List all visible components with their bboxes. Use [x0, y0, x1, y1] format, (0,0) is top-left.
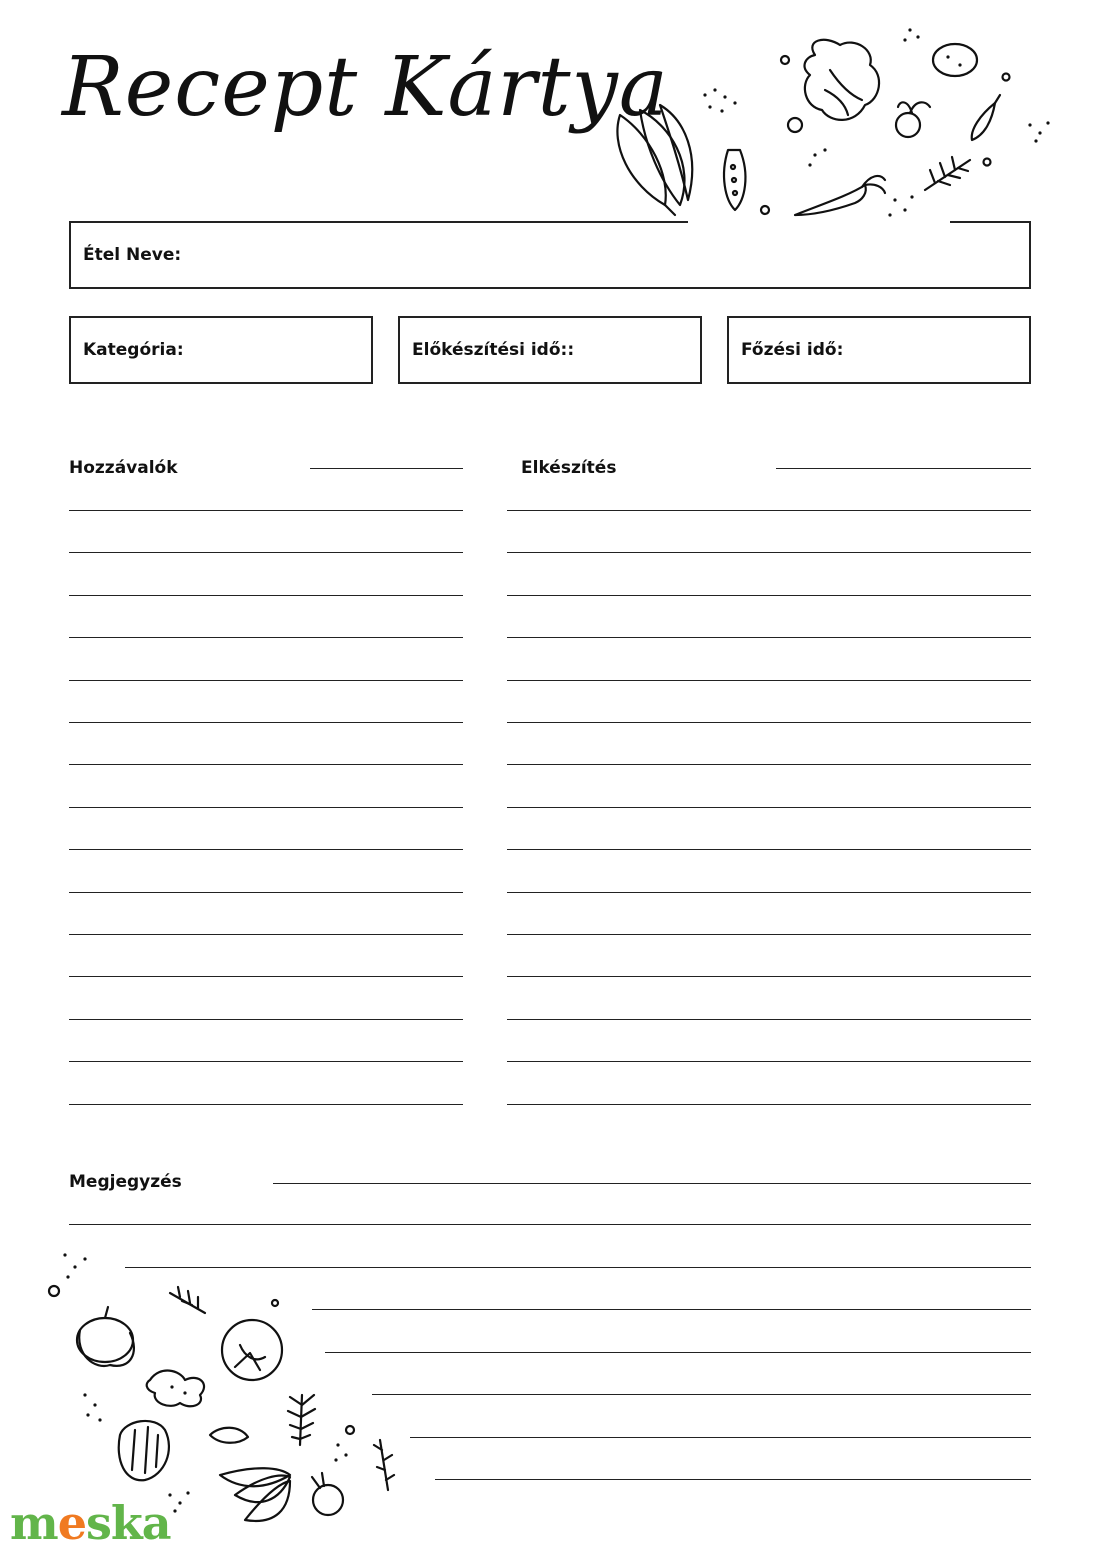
notes-line[interactable] [312, 1309, 1031, 1310]
ingredient-line[interactable] [69, 764, 463, 765]
ingredient-line[interactable] [69, 849, 463, 850]
ingredient-line[interactable] [69, 680, 463, 681]
ingredient-line[interactable] [69, 637, 463, 638]
notes-line[interactable] [69, 1224, 1031, 1225]
notes-line[interactable] [273, 1183, 1031, 1184]
cook-time-field[interactable] [727, 316, 1031, 384]
preparation-line[interactable] [507, 1104, 1031, 1105]
page-title: Recept Kártya [62, 40, 669, 135]
preparation-line[interactable] [507, 1019, 1031, 1020]
prep-time-label: Előkészítési idő:: [412, 340, 575, 360]
ingredient-line[interactable] [69, 1061, 463, 1062]
preparation-line[interactable] [507, 595, 1031, 596]
dish-name-field[interactable] [69, 221, 1031, 289]
dish-name-label: Étel Neve: [83, 245, 182, 265]
preparation-line[interactable] [507, 976, 1031, 977]
preparation-line[interactable] [507, 892, 1031, 893]
ingredient-line[interactable] [69, 1104, 463, 1105]
preparation-line[interactable] [507, 764, 1031, 765]
meska-logo: meska [10, 1496, 171, 1550]
notes-line[interactable] [325, 1352, 1031, 1353]
preparation-line[interactable] [507, 680, 1031, 681]
ingredient-line[interactable] [69, 807, 463, 808]
category-field[interactable] [69, 316, 373, 384]
category-label: Kategória: [83, 340, 184, 360]
preparation-line[interactable] [507, 1061, 1031, 1062]
preparation-line[interactable] [507, 552, 1031, 553]
ingredients-heading: Hozzávalók [69, 458, 178, 478]
ingredient-line[interactable] [69, 552, 463, 553]
preparation-line[interactable] [507, 807, 1031, 808]
preparation-line[interactable] [507, 510, 1031, 511]
ingredient-line[interactable] [69, 934, 463, 935]
ingredient-line[interactable] [69, 976, 463, 977]
ingredient-line[interactable] [69, 510, 463, 511]
prep-time-field[interactable] [398, 316, 702, 384]
ingredient-line[interactable] [69, 1019, 463, 1020]
ingredient-line[interactable] [69, 722, 463, 723]
vegetables-illustration-bottom [40, 1245, 410, 1535]
ingredient-line[interactable] [69, 892, 463, 893]
preparation-heading-line[interactable] [776, 468, 1031, 469]
notes-heading: Megjegyzés [69, 1172, 182, 1192]
notes-line[interactable] [435, 1479, 1031, 1480]
notes-line[interactable] [410, 1437, 1031, 1438]
preparation-line[interactable] [507, 637, 1031, 638]
preparation-line[interactable] [507, 849, 1031, 850]
illustration-gap [688, 219, 950, 223]
preparation-heading: Elkészítés [521, 458, 617, 478]
vegetables-illustration-top [600, 15, 1070, 235]
preparation-line[interactable] [507, 722, 1031, 723]
ingredient-line[interactable] [69, 595, 463, 596]
preparation-line[interactable] [507, 934, 1031, 935]
ingredients-heading-line[interactable] [310, 468, 463, 469]
cook-time-label: Főzési idő: [741, 340, 844, 360]
notes-line[interactable] [372, 1394, 1031, 1395]
